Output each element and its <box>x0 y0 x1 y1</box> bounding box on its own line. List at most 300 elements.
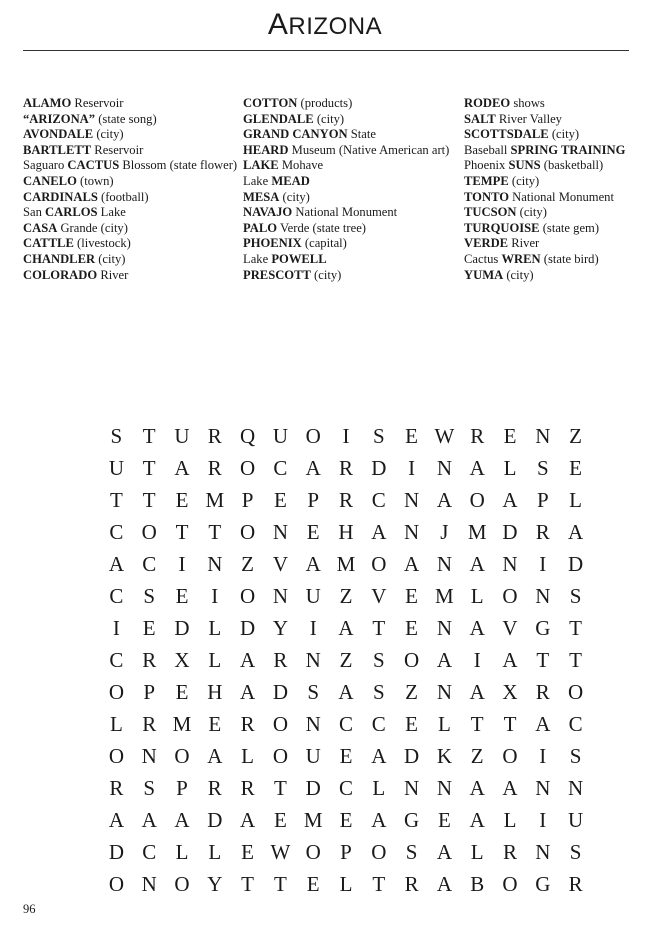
word-entry-term: ALAMO <box>23 96 72 110</box>
word-entry: CASA Grande (city) <box>23 220 128 235</box>
grid-letter: D <box>568 552 584 576</box>
grid-letter: A <box>502 776 518 800</box>
word-entry: SALT River Valley <box>464 111 562 126</box>
grid-letter: L <box>175 840 189 864</box>
grid-letter: S <box>405 840 418 864</box>
word-entry: Lake POWELL <box>243 251 327 266</box>
grid-letter: A <box>436 872 452 896</box>
word-entry-term: TONTO <box>464 189 510 204</box>
grid-letter: E <box>273 808 287 832</box>
grid-letter: I <box>408 456 416 480</box>
grid-letter: O <box>502 584 518 608</box>
word-entry: NAVAJO National Monument <box>243 205 398 220</box>
grid-letter: O <box>502 744 518 768</box>
grid-letter: E <box>306 872 320 896</box>
word-entry-term: SALT <box>464 111 496 126</box>
grid-letter: O <box>108 872 124 896</box>
grid-letter: R <box>535 520 550 544</box>
grid-letter: H <box>338 520 354 544</box>
word-search-grid <box>100 420 592 900</box>
grid-letter: A <box>305 456 321 480</box>
grid-letter: G <box>535 616 551 640</box>
grid-letter: N <box>272 584 288 608</box>
grid-letter: C <box>142 552 157 576</box>
title-divider <box>23 50 629 51</box>
grid-letter: S <box>569 584 582 608</box>
grid-letter: N <box>305 648 321 672</box>
grid-letter: M <box>336 552 356 576</box>
word-entry-term: TURQUOISE <box>464 220 540 235</box>
word-entry-term: COLORADO <box>23 267 98 282</box>
word-entry-term: LAKE <box>243 158 279 173</box>
word-entry-term: GLENDALE <box>243 111 314 126</box>
grid-letter: X <box>174 648 190 672</box>
grid-letter: N <box>436 616 452 640</box>
grid-letter: N <box>436 680 452 704</box>
grid-letter: H <box>207 680 223 704</box>
grid-letter: E <box>405 584 418 608</box>
grid-letter: L <box>437 712 451 736</box>
grid-letter: A <box>240 648 256 672</box>
grid-letter: T <box>372 872 386 896</box>
grid-letter: A <box>469 616 485 640</box>
word-entry: BARTLETT Reservoir <box>23 142 144 157</box>
grid-letter: R <box>142 648 157 672</box>
grid-letter: A <box>338 616 354 640</box>
grid-letter: A <box>469 552 485 576</box>
title-rest: RIZONA <box>288 13 383 40</box>
grid-letter: P <box>241 488 254 512</box>
grid-letter: Y <box>207 872 223 896</box>
word-entry-term: MESA <box>243 189 280 204</box>
grid-letter: M <box>467 520 487 544</box>
grid-letter: I <box>309 616 317 640</box>
grid-letter: L <box>503 456 517 480</box>
grid-letter: O <box>272 744 288 768</box>
grid-letter: O <box>240 456 256 480</box>
grid-letter: U <box>108 456 124 480</box>
grid-letter: E <box>175 680 189 704</box>
grid-letter: R <box>207 456 222 480</box>
grid-letter: A <box>404 552 420 576</box>
word-entry: Phoenix SUNS (basketball) <box>464 158 604 173</box>
grid-letter: L <box>470 584 484 608</box>
word-entry-term: COTTON <box>243 96 298 110</box>
grid-letter: O <box>240 520 256 544</box>
grid-letter: Q <box>240 424 256 448</box>
grid-letter: T <box>536 648 550 672</box>
grid-letter: S <box>569 840 582 864</box>
word-entry-term: CASA <box>23 220 58 235</box>
grid-letter: O <box>502 872 518 896</box>
grid-letter: A <box>436 488 452 512</box>
word-column <box>23 96 243 283</box>
word-entry-term: SCOTTSDALE <box>464 127 549 142</box>
grid-letter: E <box>339 808 353 832</box>
grid-letter: Z <box>470 744 484 768</box>
grid-letter: L <box>339 872 353 896</box>
word-entry-term: SPRING TRAINING <box>510 142 626 157</box>
grid-letter: T <box>208 520 222 544</box>
grid-letter: P <box>340 840 352 864</box>
grid-letter: A <box>108 808 124 832</box>
word-entry: MESA (city) <box>243 189 310 204</box>
grid-letter: D <box>371 456 387 480</box>
word-entry: Cactus WREN (state bird) <box>464 251 599 266</box>
word-entry: TURQUOISE (state gem) <box>464 220 600 235</box>
grid-letter: T <box>372 616 386 640</box>
grid-letter: A <box>469 776 485 800</box>
grid-letter: N <box>404 776 420 800</box>
grid-letter: R <box>207 424 222 448</box>
page-number: 96 <box>23 902 36 916</box>
grid-letter: L <box>372 776 386 800</box>
grid-letter: C <box>371 712 386 736</box>
grid-letter: C <box>273 456 288 480</box>
grid-letter: E <box>306 520 320 544</box>
grid-letter: P <box>176 776 188 800</box>
grid-letter: Z <box>241 552 254 576</box>
grid-letter: A <box>469 456 485 480</box>
grid-letter: C <box>338 776 353 800</box>
grid-letter: U <box>305 744 321 768</box>
grid-letter: A <box>305 552 321 576</box>
word-entry-term: CACTUS <box>67 158 120 173</box>
grid-letter: A <box>240 808 256 832</box>
grid-letter: X <box>502 680 518 704</box>
word-entry: YUMA (city) <box>464 267 534 282</box>
grid-letter: R <box>568 872 583 896</box>
grid-letter: L <box>109 712 123 736</box>
word-entry: Baseball SPRING TRAINING <box>464 142 626 157</box>
word-entry-term: WREN <box>501 251 541 266</box>
grid-letter: A <box>568 520 584 544</box>
grid-letter: R <box>273 648 288 672</box>
grid-letter: O <box>305 840 321 864</box>
word-entry-term: CARLOS <box>45 205 98 220</box>
grid-letter: S <box>307 680 320 704</box>
grid-letter: C <box>109 648 124 672</box>
grid-letter: E <box>273 488 287 512</box>
grid-letter: D <box>305 776 321 800</box>
grid-letter: E <box>175 584 189 608</box>
grid-letter: M <box>205 488 225 512</box>
grid-letter: E <box>405 616 418 640</box>
word-entry: CANELO (town) <box>23 173 114 188</box>
grid-letter: L <box>470 840 484 864</box>
word-entry: Saguaro CACTUS Blossom (state flower) <box>23 158 238 173</box>
word-entry: “ARIZONA” (state song) <box>23 111 157 126</box>
grid-letter: Z <box>405 680 418 704</box>
grid-letter: R <box>142 712 157 736</box>
grid-letter: R <box>338 488 353 512</box>
grid-letter: V <box>371 584 387 608</box>
grid-letter: N <box>305 712 321 736</box>
word-entry: GRAND CANYON State <box>243 127 376 142</box>
grid-letter: D <box>207 808 223 832</box>
grid-letter: P <box>536 488 549 512</box>
grid-letter: N <box>535 584 551 608</box>
grid-letter: A <box>338 680 354 704</box>
grid-letter: P <box>143 680 156 704</box>
word-entry: RODEO shows <box>464 96 545 110</box>
grid-letter: E <box>405 712 418 736</box>
grid-letter: C <box>371 488 386 512</box>
grid-letter: S <box>143 776 156 800</box>
grid-letter: A <box>174 456 190 480</box>
grid-letter: D <box>108 840 124 864</box>
word-column <box>464 96 633 283</box>
grid-letter: R <box>404 872 419 896</box>
word-entry: SCOTTSDALE (city) <box>464 127 580 142</box>
grid-letter: T <box>142 424 156 448</box>
word-entry: PRESCOTT (city) <box>243 267 342 282</box>
grid-letter: N <box>502 552 518 576</box>
word-entry: CATTLE (livestock) <box>23 236 131 251</box>
word-list <box>23 96 633 283</box>
grid-letter: N <box>141 744 157 768</box>
grid-letter: E <box>569 456 582 480</box>
grid-letter: M <box>435 584 454 608</box>
grid-letter: M <box>303 808 323 832</box>
word-entry: HEARD Museum (Native American art) <box>243 142 450 157</box>
grid-letter: R <box>502 840 517 864</box>
grid-letter: T <box>470 712 484 736</box>
grid-letter: T <box>175 520 189 544</box>
grid-letter: A <box>436 648 452 672</box>
grid-letter: C <box>109 520 124 544</box>
grid-letter: O <box>174 872 190 896</box>
grid-letter: O <box>568 680 584 704</box>
grid-letter: N <box>535 840 551 864</box>
grid-letter: S <box>372 424 385 448</box>
grid-letter: E <box>208 712 222 736</box>
grid-letter: Y <box>272 616 288 640</box>
grid-letter: A <box>535 712 551 736</box>
grid-letter: R <box>240 776 255 800</box>
word-entry-term: VERDE <box>464 236 509 251</box>
grid-letter: E <box>339 744 353 768</box>
word-entry-term: “ARIZONA” <box>23 111 96 126</box>
grid-letter: W <box>270 840 291 864</box>
grid-letter: P <box>307 488 320 512</box>
grid-letter: T <box>273 872 287 896</box>
word-entry: TONTO National Monument <box>464 189 614 204</box>
word-entry-term: TUCSON <box>464 205 517 220</box>
grid-letter: E <box>241 840 254 864</box>
grid-letter: K <box>436 744 452 768</box>
grid-letter: V <box>272 552 288 576</box>
word-entry: Lake MEAD <box>243 173 310 188</box>
grid-letter: N <box>207 552 223 576</box>
grid-letter: E <box>503 424 517 448</box>
grid-letter: T <box>109 488 123 512</box>
grid-letter: N <box>436 456 452 480</box>
grid-letter: I <box>539 552 547 576</box>
grid-letter: A <box>436 840 452 864</box>
grid-letter: T <box>273 776 287 800</box>
grid-letter: L <box>208 840 222 864</box>
grid-letter: T <box>241 872 254 896</box>
word-column <box>243 96 464 283</box>
grid-letter: E <box>175 488 189 512</box>
word-entry-term: CATTLE <box>23 236 74 251</box>
word-entry-term: RODEO <box>464 96 511 110</box>
grid-letter: A <box>108 552 124 576</box>
grid-letter: O <box>371 840 387 864</box>
grid-letter: A <box>371 808 387 832</box>
word-entry: CHANDLER (city) <box>23 251 126 266</box>
grid-letter: S <box>536 456 549 480</box>
grid-letter: O <box>371 552 387 576</box>
grid-letter: A <box>371 520 387 544</box>
grid-letter: I <box>539 808 547 832</box>
grid-letter: R <box>240 712 255 736</box>
grid-letter: A <box>174 808 190 832</box>
word-entry-term: GRAND CANYON <box>243 127 348 142</box>
page-title <box>0 8 650 42</box>
grid-letter: T <box>503 712 517 736</box>
grid-letter: U <box>272 424 288 448</box>
grid-letter: C <box>568 712 583 736</box>
grid-letter: R <box>109 776 124 800</box>
grid-letter: O <box>404 648 420 672</box>
grid-letter: S <box>143 584 156 608</box>
grid-letter: U <box>174 424 190 448</box>
word-entry-term: PALO <box>243 220 278 235</box>
grid-letter: I <box>539 744 547 768</box>
grid-letter: I <box>178 552 186 576</box>
grid-letter: C <box>109 584 124 608</box>
word-entry-term: MEAD <box>271 173 310 188</box>
grid-letter: D <box>502 520 518 544</box>
word-entry-term: AVONDALE <box>23 127 94 142</box>
grid-letter: D <box>240 616 256 640</box>
word-entry: COTTON (products) <box>243 96 353 110</box>
grid-letter: T <box>142 456 156 480</box>
grid-letter: O <box>272 712 288 736</box>
word-entry: CARDINALS (football) <box>23 189 149 204</box>
grid-letter: R <box>207 776 222 800</box>
grid-letter: D <box>174 616 190 640</box>
word-entry-term: CARDINALS <box>23 189 98 204</box>
grid-letter: E <box>405 424 418 448</box>
grid-letter: N <box>404 520 420 544</box>
grid-letter: N <box>436 776 452 800</box>
grid-letter: D <box>404 744 420 768</box>
grid-letter: A <box>469 680 485 704</box>
grid-letter: S <box>569 744 582 768</box>
grid-letter: A <box>371 744 387 768</box>
grid-letter: Z <box>339 584 353 608</box>
grid-letter: C <box>338 712 353 736</box>
word-entry: ALAMO Reservoir <box>23 96 124 110</box>
grid-letter: I <box>211 584 219 608</box>
grid-letter: E <box>437 808 451 832</box>
grid-letter: A <box>207 744 223 768</box>
grid-letter: Z <box>569 424 582 448</box>
grid-letter: N <box>141 872 157 896</box>
grid-letter: U <box>568 808 584 832</box>
word-entry: AVONDALE (city) <box>23 127 124 142</box>
word-entry-term: NAVAJO <box>243 205 293 220</box>
word-entry-term: TEMPE <box>464 173 509 188</box>
grid-letter: N <box>535 424 551 448</box>
grid-letter: O <box>141 520 157 544</box>
grid-letter: A <box>469 808 485 832</box>
title-initial: A <box>267 8 289 41</box>
word-entry: San CARLOS Lake <box>23 205 126 220</box>
grid-letter: O <box>108 680 124 704</box>
word-entry-term: CHANDLER <box>23 251 96 266</box>
word-entry: LAKE Mohave <box>243 158 324 173</box>
grid-letter: A <box>502 648 518 672</box>
grid-letter: G <box>404 808 420 832</box>
grid-letter: B <box>470 872 485 896</box>
word-entry-term: HEARD <box>243 142 289 157</box>
word-entry: GLENDALE (city) <box>243 111 345 126</box>
grid-letter: T <box>569 648 582 672</box>
grid-letter: Z <box>339 648 353 672</box>
grid-letter: L <box>569 488 582 512</box>
grid-letter: A <box>502 488 518 512</box>
grid-letter: O <box>240 584 256 608</box>
grid-letter: I <box>342 424 350 448</box>
grid-letter: O <box>305 424 321 448</box>
grid-letter: O <box>108 744 124 768</box>
grid-letter: O <box>174 744 190 768</box>
grid-letter: N <box>272 520 288 544</box>
grid-letter: A <box>141 808 157 832</box>
grid-letter: R <box>535 680 550 704</box>
grid-letter: E <box>142 616 156 640</box>
grid-letter: L <box>241 744 254 768</box>
word-entry-term: PHOENIX <box>243 236 302 251</box>
grid-letter: N <box>535 776 551 800</box>
grid-letter: N <box>436 552 452 576</box>
word-entry-term: SUNS <box>508 158 541 173</box>
grid-letter: W <box>434 424 455 448</box>
grid-letter: U <box>305 584 321 608</box>
grid-letter: G <box>535 872 551 896</box>
grid-letter: S <box>372 648 385 672</box>
grid-letter: R <box>338 456 353 480</box>
word-entry: PALO Verde (state tree) <box>243 220 366 235</box>
grid-letter: L <box>208 648 222 672</box>
word-entry-term: CANELO <box>23 173 77 188</box>
word-entry-term: YUMA <box>464 267 504 282</box>
grid-letter: N <box>568 776 584 800</box>
word-entry-term: PRESCOTT <box>243 267 311 282</box>
grid-letter: L <box>208 616 222 640</box>
grid-letter: A <box>240 680 256 704</box>
grid-letter: J <box>440 520 449 544</box>
word-entry: COLORADO River <box>23 267 129 282</box>
grid-letter: S <box>372 680 385 704</box>
grid-letter: R <box>470 424 485 448</box>
grid-letter: L <box>503 808 517 832</box>
grid-letter: T <box>569 616 582 640</box>
grid-letter: I <box>112 616 120 640</box>
word-entry: TEMPE (city) <box>464 173 540 188</box>
grid-letter: O <box>469 488 485 512</box>
grid-letter: V <box>502 616 518 640</box>
grid-letter: D <box>272 680 288 704</box>
grid-letter: N <box>404 488 420 512</box>
word-entry: PHOENIX (capital) <box>243 236 347 251</box>
grid-letter: T <box>142 488 156 512</box>
word-entry: TUCSON (city) <box>464 205 547 220</box>
